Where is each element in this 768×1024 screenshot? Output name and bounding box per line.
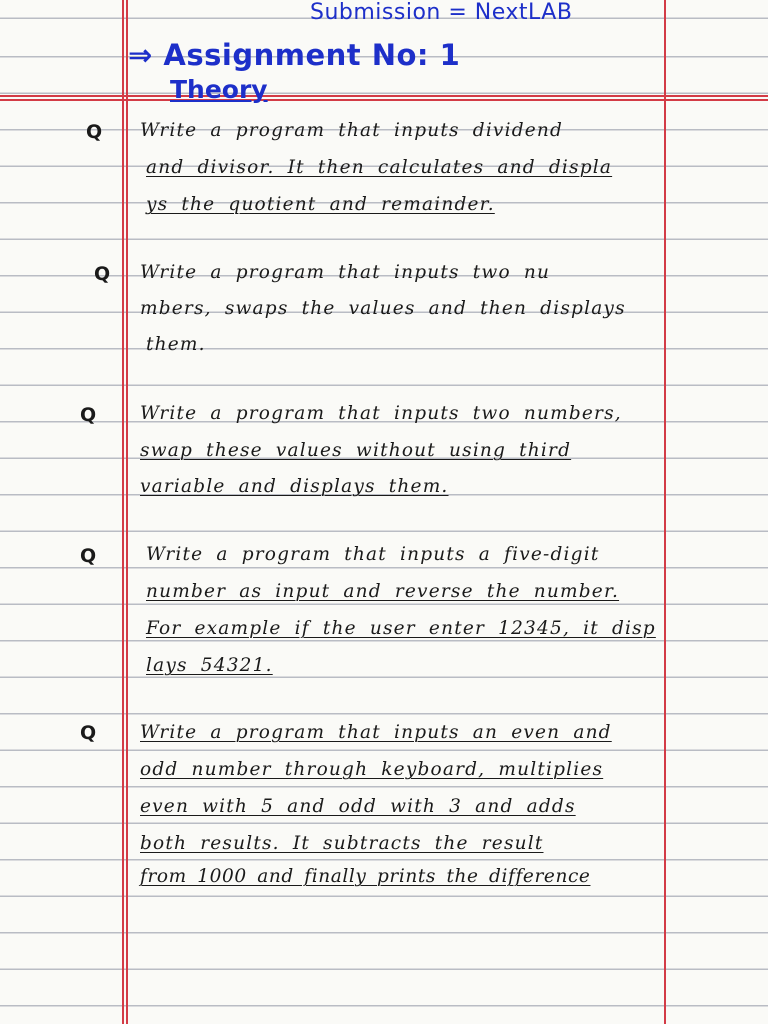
question-5-line-4: both results. It subtracts the result xyxy=(140,833,544,854)
top-margin-line xyxy=(0,95,768,97)
question-4-line-1: Write a program that inputs a five-digit xyxy=(146,544,600,565)
question-3-line-1: Write a program that inputs two numbers, xyxy=(140,403,622,424)
question-marker: Q xyxy=(80,722,97,744)
question-3-line-2: swap these values without using third xyxy=(140,440,572,461)
question-4-line-3: For example if the user enter 12345, it disp xyxy=(146,618,656,639)
question-2-line-1: Write a program that inputs two nu xyxy=(140,262,551,283)
section-title: Theory xyxy=(170,75,268,104)
question-5-line-5: from 1000 and finally prints the difference xyxy=(140,866,591,887)
left-margin-line-inner xyxy=(126,0,128,1024)
arrow-icon: ⇒ xyxy=(128,38,153,72)
question-marker: Q xyxy=(80,545,97,567)
question-2-line-2: mbers, swaps the values and then displays xyxy=(140,298,626,319)
question-5-line-1: Write a program that inputs an even and xyxy=(140,722,612,743)
question-1-line-1: Write a program that inputs dividend xyxy=(140,120,564,141)
question-5-line-3: even with 5 and odd with 3 and adds xyxy=(140,796,576,817)
question-1-line-3: ys the quotient and remainder. xyxy=(146,194,495,215)
question-marker: Q xyxy=(94,263,111,285)
question-1-line-2: and divisor. It then calculates and displa xyxy=(146,157,613,178)
right-margin-line xyxy=(664,0,666,1024)
question-4-line-4: lays 54321. xyxy=(146,655,273,676)
question-2-line-3: them. xyxy=(146,334,206,355)
assignment-title: Assignment No: 1 xyxy=(163,38,461,72)
question-marker: Q xyxy=(86,121,103,143)
submission-heading: Submission = NextLAB xyxy=(310,0,573,25)
question-marker: Q xyxy=(80,404,97,426)
question-4-line-2: number as input and reverse the number. xyxy=(146,581,620,602)
top-margin-line-inner xyxy=(0,99,768,101)
assignment-heading xyxy=(128,38,460,72)
question-3-line-3: variable and displays them. xyxy=(140,476,449,497)
left-margin-line xyxy=(122,0,124,1024)
question-5-line-2: odd number through keyboard, multiplies xyxy=(140,759,604,780)
